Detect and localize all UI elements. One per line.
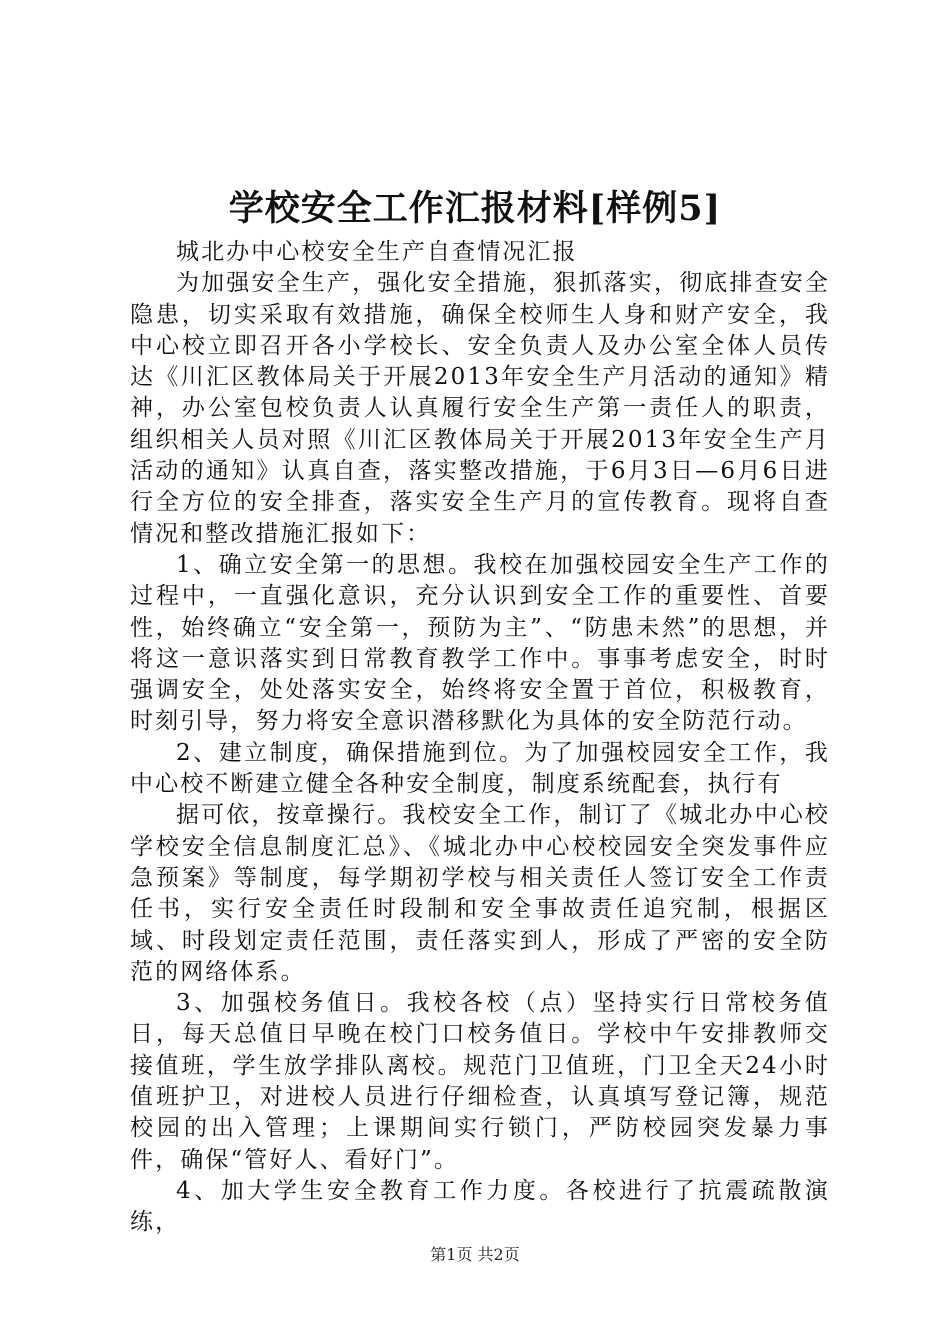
section-3-paragraph: 3、加强校务值日。我校各校（点）坚持实行日常校务值日，每天总值日早晚在校门口校务值日。学校中午安排教师交接值班，学生放学排队离校。规范门卫值班，门卫全天24小时值班护卫，对进校人员进行仔细检查，认真填写登记簿，规范校园的出入管理；上课期间实行锁门，严防校园突发暴力事件，确保“管好人、看好门”。 [130,990,830,1173]
document-body [130,237,830,1239]
section-2-paragraph: 2、建立制度，确保措施到位。为了加强校园安全工作，我中心校不断建立健全各种安全制度，制度系统配套，执行有 [130,739,830,798]
page-number-footer: 第1页 共2页 [430,1245,520,1264]
section-1-paragraph: 1、确立安全第一的思想。我校在加强校园安全生产工作的过程中，一直强化意识，充分认识到安全工作的重要性、首要性，始终确立“安全第一，预防为主”、“防患未然”的思想，并将这一意识落实到日常教育教学工作中。事事考虑安全，时时强调安全，处处落实安全，始终将安全置于首位，积极教育，时刻引导，努力将安全意识潜移默化为具体的安全防范行动。 [130,551,830,735]
document-title: 学校安全工作汇报材料[样例5] [228,188,722,229]
section-2-continued-paragraph: 据可依，按章操行。我校安全工作，制订了《城北办中心校学校安全信息制度汇总》、《城北办中心校校园安全突发事件应急预案》等制度，每学期初学校与相关责任人签订安全工作责任书，实行安全责任时段制和安全事故责任追究制，根据区域、时段划定责任范围，责任落实到人，形成了严密的安全防范的网络体系。 [130,802,830,985]
subtitle-paragraph: 城北办中心校安全生产自查情况汇报 [176,239,578,265]
intro-paragraph: 为加强安全生产，强化安全措施，狠抓落实，彻底排查安全隐患，切实采取有效措施，确保全校师生人身和财产安全，我中心校立即召开各小学校长、安全负责人及办公室全体人员传达《川汇区教体局关于开展2013年安全生产月活动的通知》精神，办公室包校负责人认真履行安全生产第一责任人的职责，组织相关人员对照《川汇区教体局关于开展2013年安全生产月活动的通知》认真自查，落实整改措施，于6月3日—6月6日进行全方位的安全排查，落实安全生产月的宣传教育。现将自查情况和整改措施汇报如下： [130,270,830,547]
section-4-paragraph: 4、加大学生安全教育工作力度。各校进行了抗震疏散演练， [130,1177,830,1236]
